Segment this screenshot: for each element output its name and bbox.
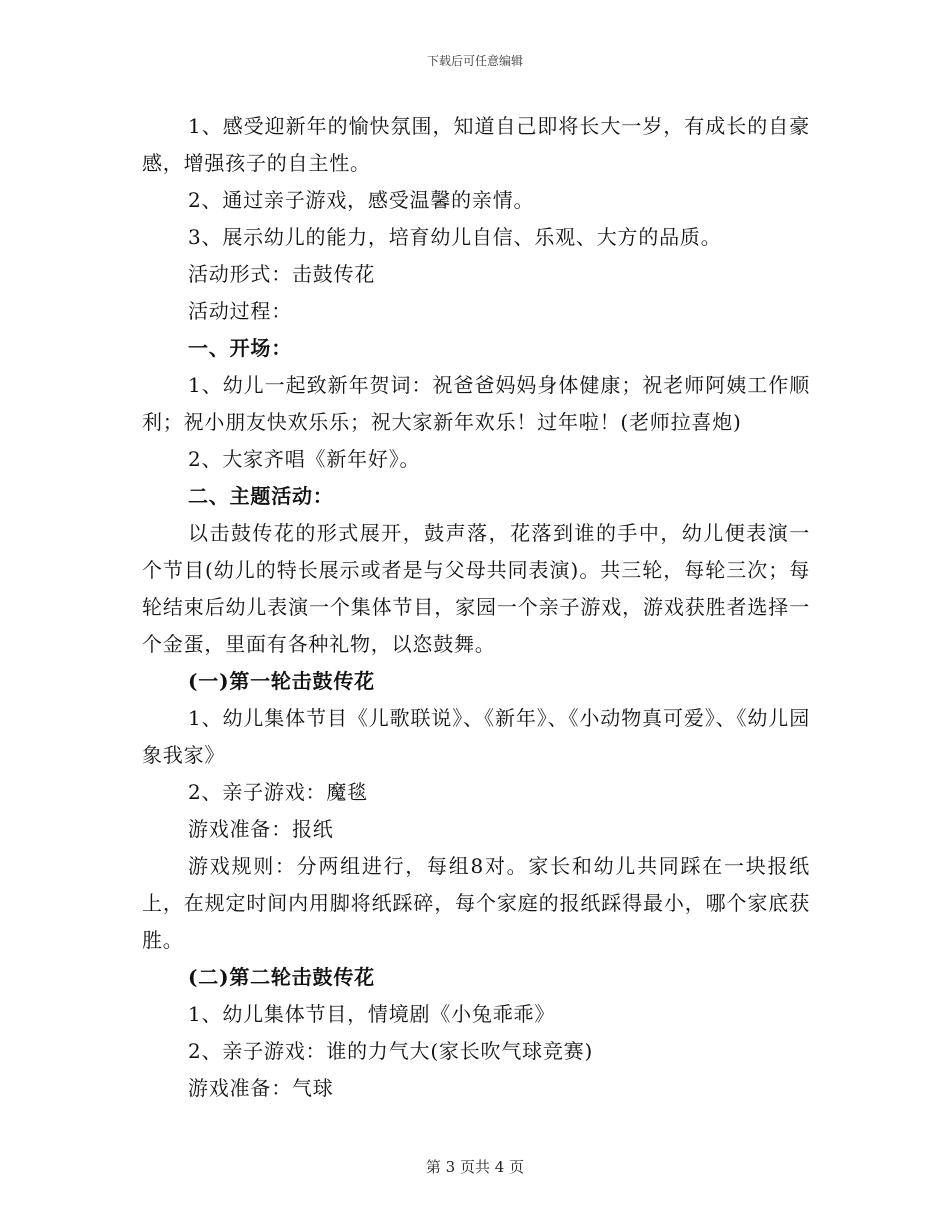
paragraph: 1、幼儿集体节目，情境剧《小兔乖乖》 (188, 1002, 556, 1026)
section-heading: 二、主题活动： (188, 484, 334, 508)
section-heading: 一、开场： (188, 336, 292, 360)
paragraph: 2、大家齐唱《新年好》。 (188, 447, 421, 471)
paragraph: 2、亲子游戏：魔毯 (188, 780, 368, 804)
paragraph: 1、感受迎新年的愉快氛围，知道自己即将长大一岁，有成长的自豪感，增强孩子的自主性。 (142, 114, 810, 175)
subsection-heading: (二)第二轮击鼓传花 (188, 965, 375, 989)
paragraph: 游戏规则：分两组进行，每组8对。家长和幼儿共同踩在一块报纸上，在规定时间内用脚将纸踩碎，每个家庭的报纸踩得最小，哪个家底获胜。 (142, 854, 810, 952)
paragraph: 活动过程： (188, 299, 292, 323)
paragraph: 2、通过亲子游戏，感受温馨的亲情。 (188, 188, 535, 212)
page-header-note: 下载后可任意编辑 (426, 54, 523, 68)
paragraph: 2、亲子游戏：谁的力气大(家长吹气球竞赛) (188, 1039, 594, 1063)
paragraph: 1、幼儿集体节目《儿歌联说》、《新年》、《小动物真可爱》、《幼儿园象我家》 (142, 706, 810, 767)
paragraph: 以击鼓传花的形式展开，鼓声落，花落到谁的手中，幼儿便表演一个节目(幼儿的特长展示或者是与父母共同表演)。共三轮，每轮三次；每轮结束后幼儿表演一个集体节目，家园一个亲子游戏，游戏获胜者选择一个金蛋，里面有各种礼物，以恣鼓舞。 (142, 521, 810, 656)
paragraph: 游戏准备：气球 (188, 1076, 334, 1100)
paragraph: 1、幼儿一起致新年贺词：祝爸爸妈妈身体健康；祝老师阿姨工作顺利；祝小朋友快欢乐乐；祝大家新年欢乐！过年啦！(老师拉喜炮) (142, 373, 810, 434)
document-body (142, 108, 810, 1107)
paragraph: 活动形式：击鼓传花 (188, 262, 376, 286)
paragraph: 游戏准备：报纸 (188, 817, 334, 841)
subsection-heading: (一)第一轮击鼓传花 (188, 669, 375, 693)
paragraph: 3、展示幼儿的能力，培育幼儿自信、乐观、大方的品质。 (188, 225, 722, 249)
page-number: 第 3 页共 4 页 (425, 1158, 525, 1176)
